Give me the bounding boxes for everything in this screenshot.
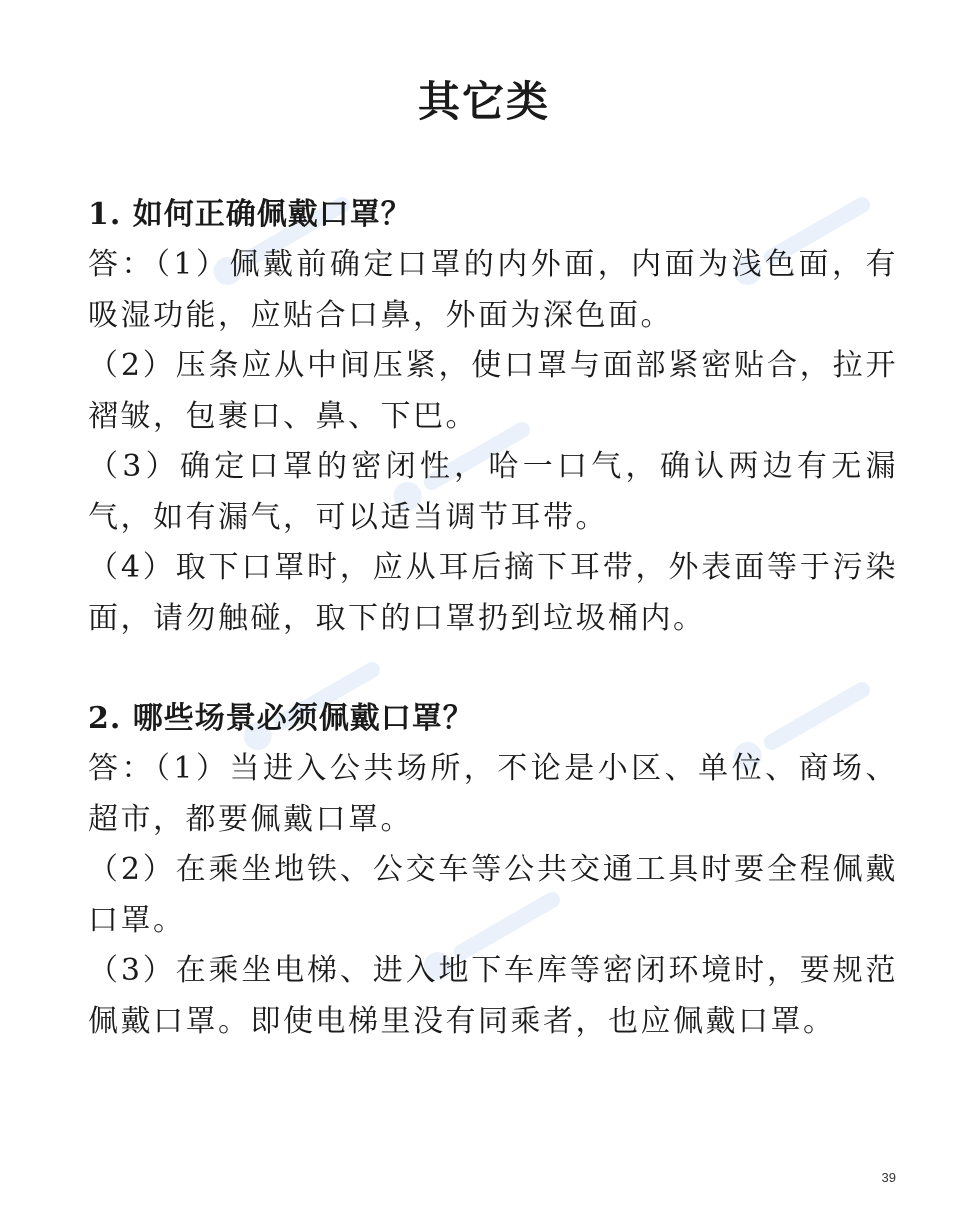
faq-answer <box>88 744 898 1047</box>
page-number: 39 <box>881 1170 896 1185</box>
answer-paragraph: 答：（1）当进入公共场所，不论是小区、单位、商场、超市，都要佩戴口罩。 <box>88 751 898 837</box>
faq-answer <box>88 240 898 644</box>
faq-section-mask-scenarios <box>88 694 898 1047</box>
document-body <box>88 190 898 1047</box>
answer-paragraph: （4）取下口罩时，应从耳后摘下耳带，外表面等于污染面，请勿触碰，取下的口罩扔到垃圾桶内。 <box>88 550 898 636</box>
answer-paragraph: （2）在乘坐地铁、公交车等公共交通工具时要全程佩戴口罩。 <box>88 852 898 938</box>
page-title: 其它类 <box>417 77 550 126</box>
faq-question: 1. 如何正确佩戴口罩？ <box>88 197 412 232</box>
answer-paragraph: （3）确定口罩的密闭性，哈一口气，确认两边有无漏气，如有漏气，可以适当调节耳带。 <box>88 449 898 535</box>
answer-paragraph: （3）在乘坐电梯、进入地下车库等密闭环境时，要规范佩戴口罩。即使电梯里没有同乘者，也应佩戴口罩。 <box>88 953 898 1039</box>
faq-section-mask-wearing <box>88 190 898 644</box>
faq-question: 2. 哪些场景必须佩戴口罩？ <box>88 701 474 736</box>
answer-paragraph: 答：（1）佩戴前确定口罩的内外面，内面为浅色面，有吸湿功能，应贴合口鼻，外面为深色面。 <box>88 247 898 333</box>
answer-paragraph: （2）压条应从中间压紧，使口罩与面部紧密贴合，拉开褶皱，包裹口、鼻、下巴。 <box>88 348 898 434</box>
